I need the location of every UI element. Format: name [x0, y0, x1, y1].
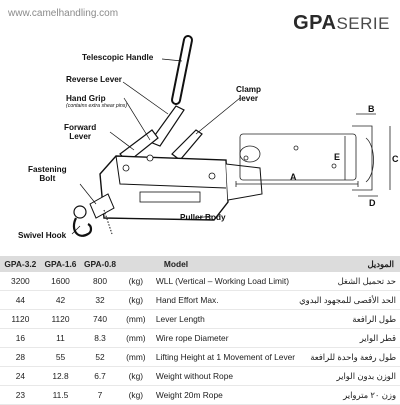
table-row — [0, 291, 400, 310]
cell-gpa-0-8: 800 — [93, 276, 107, 286]
cell-gpa-1-6: 42 — [55, 295, 66, 305]
series-title — [293, 12, 390, 35]
label-clamp-lever-line1: Clamp — [236, 85, 262, 94]
cell-spec-en: Lever Length — [155, 314, 205, 324]
cell-unit: (mm) — [126, 352, 146, 362]
dim-letter-a: A — [290, 172, 297, 182]
col-header-gpa-1-6: GPA-1.6 — [41, 256, 81, 272]
table-row — [0, 329, 400, 348]
cell-spec-ar: قطر الواير — [359, 333, 396, 343]
cell-unit: (mm) — [126, 333, 146, 343]
cell-spec-ar: طول رفعة واحدة للرافعة — [310, 352, 396, 362]
spec-table-header — [0, 256, 400, 272]
cell-spec-ar: حد تحميل الشغل — [337, 276, 396, 286]
website-url: www.camelhandling.com — [8, 8, 119, 19]
telescopic-handle-drawing — [176, 40, 188, 100]
cell-gpa-0-8: 7 — [97, 390, 103, 400]
table-row — [0, 386, 400, 405]
label-hand-grip-text: Hand Grip — [66, 94, 106, 103]
cell-gpa-1-6: 1120 — [51, 314, 70, 324]
cell-gpa-0-8: 6.7 — [94, 371, 106, 381]
cell-spec-ar: الوزن بدون الواير — [336, 371, 396, 381]
cell-gpa-3-2: 3200 — [11, 276, 30, 286]
cell-gpa-1-6: 11 — [56, 333, 65, 343]
label-swivel-hook: Swivel Hook — [18, 231, 67, 240]
spec-table — [0, 256, 400, 405]
label-forward-lever-line1: Forward — [64, 123, 97, 132]
col-header-gpa-0-8: GPA-0.8 — [80, 256, 120, 272]
cell-gpa-0-8: 52 — [95, 352, 105, 362]
cell-gpa-0-8: 8.3 — [94, 333, 106, 343]
cell-gpa-3-2: 16 — [15, 333, 26, 343]
cell-gpa-3-2: 1120 — [11, 314, 30, 324]
dim-letter-b: B — [368, 104, 375, 114]
cell-unit: (kg) — [128, 371, 144, 381]
dim-letter-c: C — [392, 154, 399, 164]
cell-spec-en: Hand Effort Max. — [155, 295, 219, 305]
table-row — [0, 348, 400, 367]
col-header-unit — [120, 256, 152, 272]
label-forward-lever-line2: Lever — [69, 131, 92, 141]
cell-gpa-1-6: 12.8 — [52, 371, 69, 381]
cell-spec-en: WLL (Vertical – Working Load Limit) — [155, 276, 290, 286]
cell-spec-ar: وزن ٢٠ مترواير — [343, 390, 396, 400]
label-fastening-bolt-line1: Fastening — [28, 165, 67, 174]
series-title-light: SERIE — [336, 14, 390, 33]
label-telescopic-handle: Telescopic Handle — [82, 53, 154, 62]
label-fastening-bolt — [28, 166, 67, 183]
dimension-drawing — [236, 114, 390, 196]
cell-spec-en: Weight 20m Rope — [155, 390, 223, 400]
cell-gpa-3-2: 28 — [15, 352, 26, 362]
cell-unit: (kg) — [128, 295, 144, 305]
label-hand-grip — [66, 95, 127, 109]
cell-gpa-3-2: 23 — [15, 390, 26, 400]
cell-gpa-3-2: 44 — [15, 295, 26, 305]
cell-spec-en: Lifting Height at 1 Movement of Lever — [155, 352, 296, 362]
dimension-letters — [290, 104, 399, 208]
table-row — [0, 310, 400, 329]
label-hand-grip-note: (contains extra shear pins) — [66, 102, 128, 109]
col-header-model: Model — [152, 256, 297, 272]
cell-spec-ar: طول الرافعة — [352, 314, 396, 324]
cell-gpa-1-6: 11.5 — [52, 390, 69, 400]
cell-spec-ar: الحد الأقصى للمجهود البدوي — [299, 295, 396, 305]
col-header-model-ar: الموديل — [297, 256, 400, 272]
cell-gpa-0-8: 740 — [93, 314, 107, 324]
col-header-gpa-3-2: GPA-3.2 — [0, 256, 41, 272]
cell-unit: (kg) — [128, 390, 144, 400]
puller-body-drawing — [100, 155, 262, 220]
dim-letter-e: E — [334, 152, 341, 162]
table-row — [0, 272, 400, 291]
cell-unit: (mm) — [126, 314, 146, 324]
cell-gpa-3-2: 24 — [15, 371, 26, 381]
cell-gpa-1-6: 1600 — [51, 276, 70, 286]
label-clamp-lever — [236, 86, 261, 103]
label-puller-body: Puller Body — [180, 213, 226, 222]
table-row — [0, 367, 400, 386]
label-fastening-bolt-line2: Bolt — [39, 173, 56, 183]
dim-letter-d: D — [369, 198, 376, 208]
cell-gpa-1-6: 55 — [55, 352, 66, 362]
label-reverse-lever: Reverse Lever — [66, 75, 122, 84]
cell-unit: (kg) — [128, 276, 144, 286]
clamp-lever-drawing — [172, 130, 202, 160]
series-title-bold: GPA — [293, 12, 337, 34]
cell-spec-en: Wire rope Diameter — [155, 333, 229, 343]
cell-gpa-0-8: 32 — [95, 295, 105, 305]
cell-spec-en: Weight without Rope — [155, 371, 234, 381]
label-forward-lever — [64, 124, 96, 141]
label-clamp-lever-line2: lever — [238, 93, 259, 103]
